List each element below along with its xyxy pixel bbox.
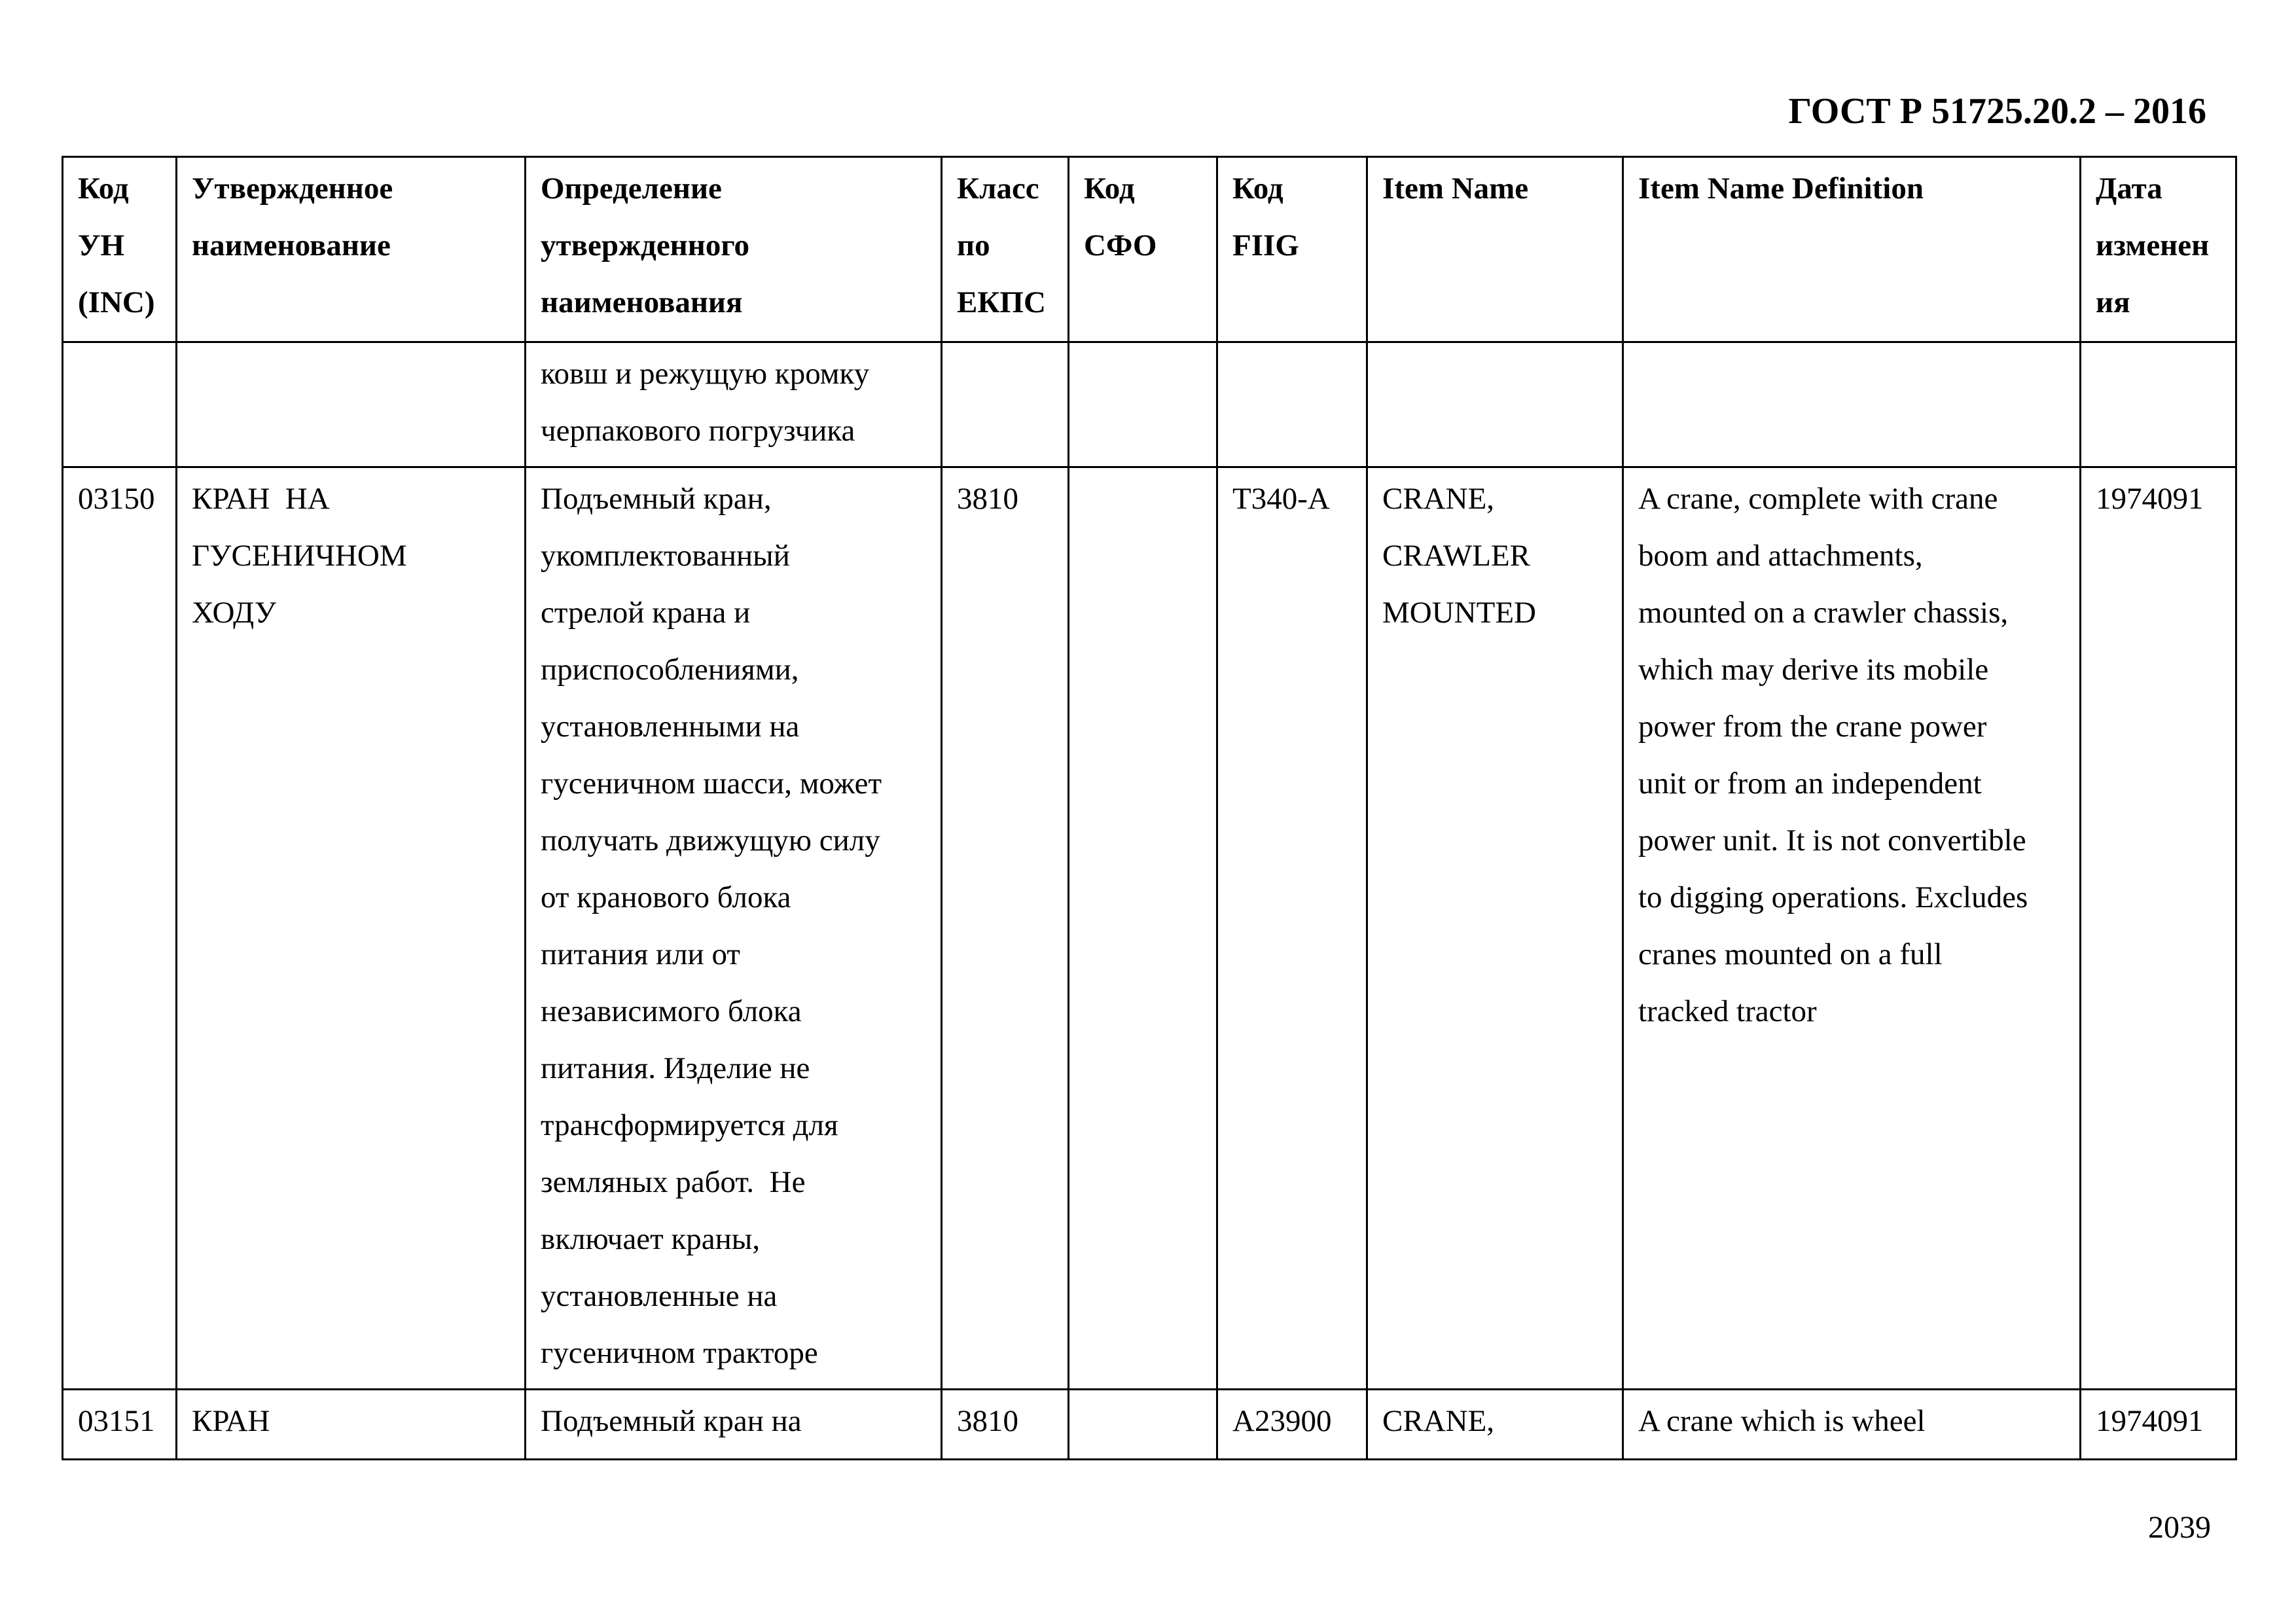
cell-name-definition [526,467,942,1390]
header-line: изменен [2096,228,2210,262]
header-line: FIIG [1232,228,1299,262]
cell-line: CRANE, [1382,482,1495,516]
cell-line: A23900 [1232,1404,1332,1438]
cell-name-definition [526,342,942,467]
column-header-change-date [2081,157,2236,342]
header-line: Утвержденное [192,171,393,206]
cell-line: ХОДУ [192,596,277,630]
cell-line: power from the crane power [1638,710,1987,744]
cell-line: стрелой крана и [541,596,751,630]
cell-fiig-code [1217,1390,1367,1460]
cell-item-name [1367,1390,1623,1460]
cell-line: mounted on a crawler chassis, [1638,596,2009,630]
cell-line: which may derive its mobile [1638,653,1989,687]
cell-approved-name [177,467,526,1390]
cell-line: КРАН [192,1404,270,1438]
cell-line: ковш и режущую кромку [541,357,870,391]
cell-line: CRAWLER [1382,539,1531,573]
table-row [63,467,2236,1390]
cell-line: Подъемный кран, [541,482,772,516]
cell-approved-name [177,342,526,467]
cell-change-date [2081,342,2236,467]
cell-item-name-definition [1623,467,2081,1390]
cell-line: укомплектованный [541,539,790,573]
cell-line: A crane which is wheel [1638,1404,1926,1438]
cell-change-date [2081,1390,2236,1460]
cell-approved-name [177,1390,526,1460]
header-line: Класс [957,171,1039,206]
cell-line: независимого блока [541,994,802,1028]
header-line: СФО [1084,228,1157,262]
cell-line: питания или от [541,937,740,971]
header-line: УН [78,228,125,262]
cell-line: to digging operations. Excludes [1638,880,2028,914]
cell-line: 1974091 [2096,482,2204,516]
cell-item-name-definition [1623,342,2081,467]
header-line: Item Name Definition [1638,171,1924,206]
cell-line: tracked tractor [1638,994,1817,1028]
cell-line: A crane, complete with crane [1638,482,1998,516]
column-header-sfo-code [1069,157,1217,342]
column-header-approved-name [177,157,526,342]
cell-sfo-code [1069,1390,1217,1460]
cell-line: power unit. It is not convertible [1638,823,2026,857]
column-header-ekps-class [942,157,1069,342]
cell-line: гусеничном тракторе [541,1336,818,1370]
cell-line: включает краны, [541,1222,761,1256]
column-header-item-name [1367,157,1623,342]
cell-name-definition [526,1390,942,1460]
cell-line: Подъемный кран на [541,1404,802,1438]
cell-line: земляных работ. Не [541,1165,806,1199]
cell-line: 1974091 [2096,1404,2204,1438]
header-line: Item Name [1382,171,1529,206]
cell-change-date [2081,467,2236,1390]
cell-line: установленные на [541,1279,778,1313]
header-line: по [957,228,990,262]
header-line: ЕКПС [957,285,1046,319]
cell-line: приспособлениями, [541,653,799,687]
cell-line: от кранового блока [541,880,791,914]
cell-ekps-class [942,342,1069,467]
table-row [63,1390,2236,1460]
header-line: утвержденного [541,228,750,262]
cell-fiig-code [1217,467,1367,1390]
cell-inc-code [63,467,177,1390]
cell-line: CRANE, [1382,1404,1495,1438]
header-line: Код [1084,171,1135,206]
cell-inc-code [63,342,177,467]
cell-line: 03150 [78,482,155,516]
header-line: Определение [541,171,722,206]
nomenclature-table [62,156,2237,1460]
cell-fiig-code [1217,342,1367,467]
column-header-name-definition [526,157,942,342]
header-line: наименование [192,228,391,262]
cell-line: T340-A [1232,482,1330,516]
cell-sfo-code [1069,467,1217,1390]
cell-line: установленными на [541,710,800,744]
cell-line: гусеничном шасси, может [541,767,882,801]
cell-ekps-class [942,467,1069,1390]
cell-item-name-definition [1623,1390,2081,1460]
cell-item-name [1367,342,1623,467]
header-line: Дата [2096,171,2162,206]
header-line: ия [2096,285,2130,319]
column-header-fiig-code [1217,157,1367,342]
header-line: наименования [541,285,743,319]
column-header-item-name-definition [1623,157,2081,342]
document-standard-header: ГОСТ Р 51725.20.2 – 2016 [1788,91,2206,132]
cell-sfo-code [1069,342,1217,467]
cell-line: ГУСЕНИЧНОМ [192,539,407,573]
table-header-row [63,157,2236,342]
cell-line: черпакового погрузчика [541,414,855,448]
column-header-inc-code [63,157,177,342]
cell-line: КРАН НА [192,482,330,516]
cell-line: boom and attachments, [1638,539,1923,573]
cell-line: питания. Изделие не [541,1051,810,1085]
cell-line: MOUNTED [1382,596,1536,630]
table-row [63,342,2236,467]
page-number: 2039 [2148,1510,2211,1545]
cell-inc-code [63,1390,177,1460]
header-line: Код [78,171,129,206]
cell-line: cranes mounted on a full [1638,937,1943,971]
cell-line: 03151 [78,1404,155,1438]
cell-ekps-class [942,1390,1069,1460]
header-line: Код [1232,171,1283,206]
cell-line: unit or from an independent [1638,767,1982,801]
cell-line: 3810 [957,482,1018,516]
cell-line: получать движущую силу [541,823,880,857]
cell-item-name [1367,467,1623,1390]
cell-line: трансформируется для [541,1108,838,1142]
cell-line: 3810 [957,1404,1018,1438]
header-line: (INC) [78,285,155,319]
